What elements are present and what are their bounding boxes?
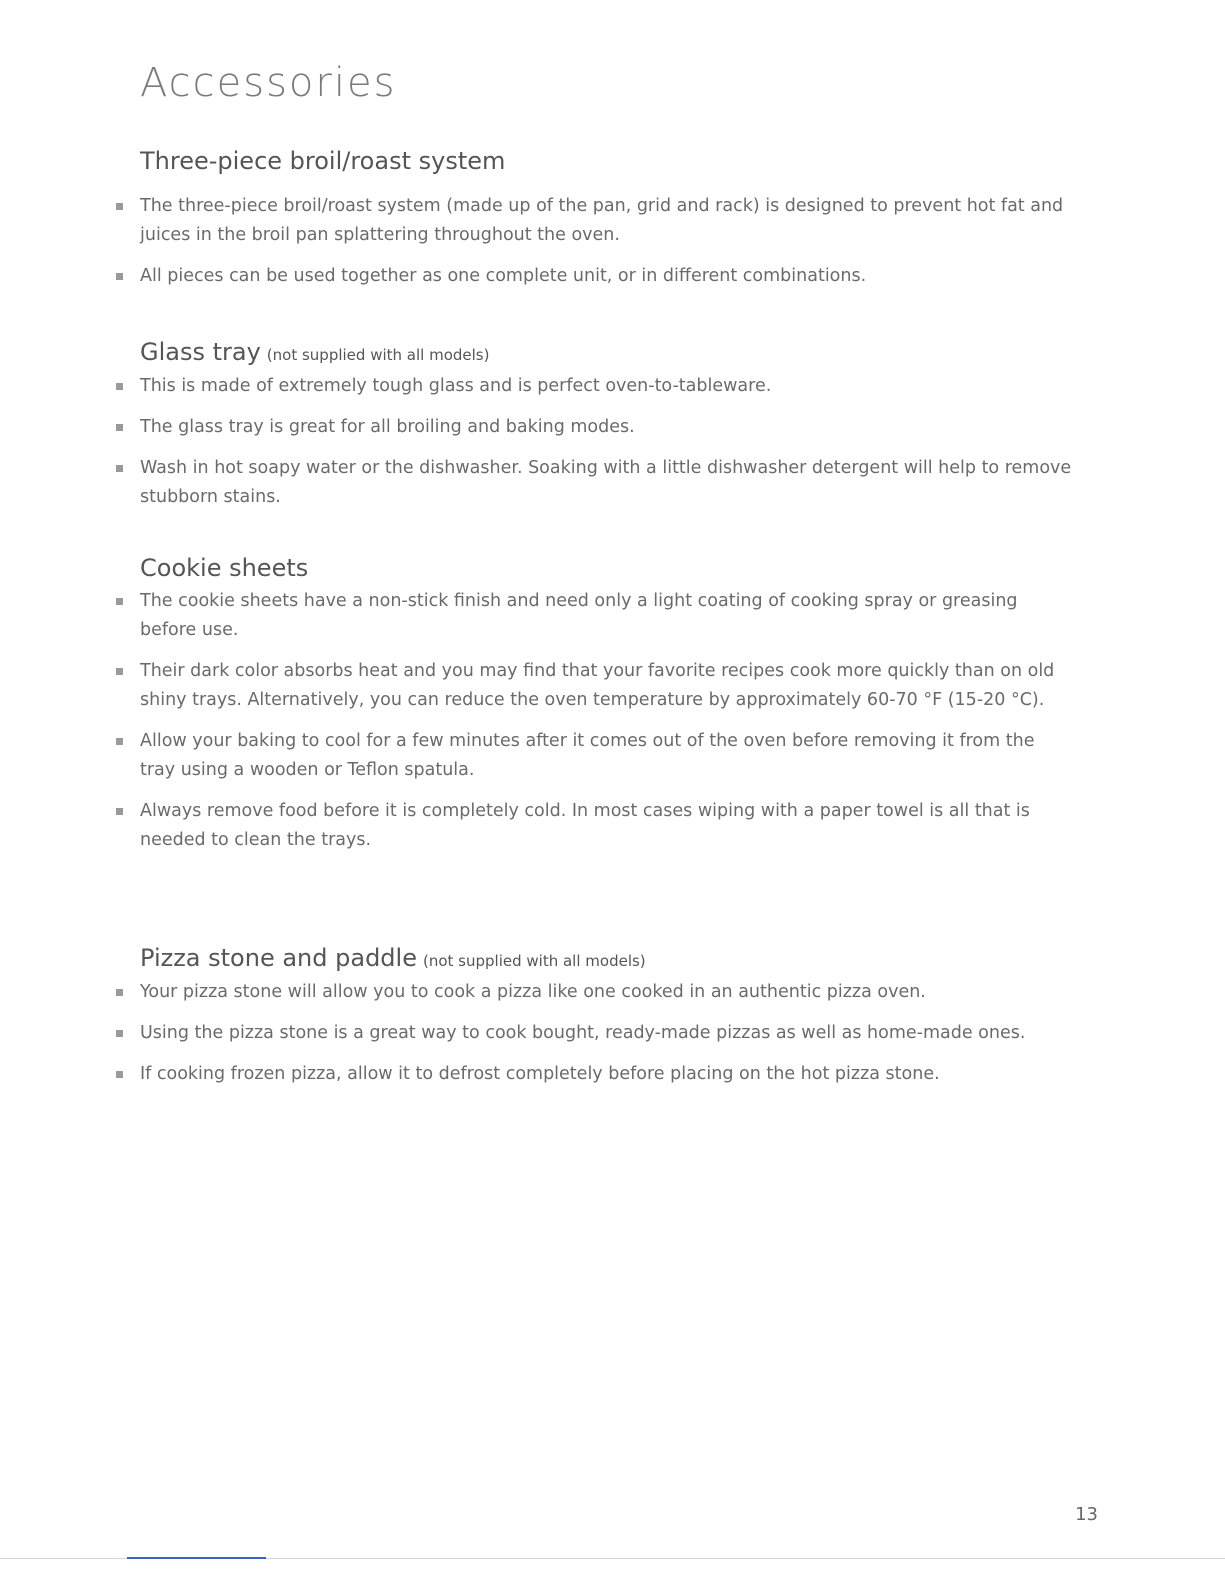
list-item <box>0 797 1225 855</box>
bullet-icon <box>116 1071 123 1078</box>
footer-accent-bar <box>127 1557 266 1559</box>
bullet-icon <box>116 273 123 280</box>
section-heading <box>0 337 1225 370</box>
list-item-text: Using the pizza stone is a great way to cook bought, ready-made pizzas as well as home-made ones. <box>140 1023 1026 1043</box>
list-item <box>0 413 1225 442</box>
section-heading <box>0 943 1225 976</box>
section-heading-text: Three-piece broil/roast system <box>140 147 506 175</box>
list-item <box>0 727 1225 785</box>
section-heading-note: (not supplied with all models) <box>422 952 646 970</box>
list-item-text: Your pizza stone will allow you to cook a pizza like one cooked in an authentic pizza oven. <box>140 982 926 1002</box>
list-item <box>0 262 1225 291</box>
section-heading <box>0 553 1225 583</box>
list-item-text: Always remove food before it is completely cold. In most cases wiping with a paper towel is all that is needed to clean the trays. <box>140 801 1030 850</box>
section-heading-text: Glass tray <box>140 338 261 366</box>
list-item-text: This is made of extremely tough glass and is perfect oven-to-tableware. <box>140 376 772 396</box>
list-item <box>0 454 1225 512</box>
list-item-text: The three-piece broil/roast system (made up of the pan, grid and rack) is designed to prevent hot fat and juices in the broil pan splattering throughout the oven. <box>140 196 1064 245</box>
bullet-icon <box>116 203 123 210</box>
bullet-list <box>0 978 1225 1089</box>
section-broil-roast-system <box>0 146 1225 291</box>
bullet-icon <box>116 738 123 745</box>
list-item <box>0 1060 1225 1089</box>
list-item <box>0 657 1225 715</box>
bullet-icon <box>116 465 123 472</box>
section-cookie-sheets <box>0 553 1225 855</box>
list-item <box>0 1019 1225 1048</box>
section-heading <box>0 146 1225 176</box>
page-title: Accessories <box>140 60 397 106</box>
bullet-list <box>0 587 1225 855</box>
list-item <box>0 192 1225 250</box>
list-item-text: All pieces can be used together as one complete unit, or in different combinations. <box>140 266 867 286</box>
page-number: 13 <box>1075 1504 1098 1525</box>
list-item-text: The glass tray is great for all broiling and baking modes. <box>140 417 635 437</box>
bullet-list <box>0 192 1225 291</box>
list-item-text: If cooking frozen pizza, allow it to defrost completely before placing on the hot pizza stone. <box>140 1064 940 1084</box>
bullet-icon <box>116 808 123 815</box>
list-item-text: The cookie sheets have a non-stick finish and need only a light coating of cooking spray or greasing before use. <box>140 591 1018 640</box>
list-item <box>0 587 1225 645</box>
section-heading-text: Pizza stone and paddle <box>140 944 417 972</box>
section-pizza-stone-and-paddle <box>0 943 1225 1089</box>
list-item-text: Wash in hot soapy water or the dishwasher. Soaking with a little dishwasher detergent will help to remove stubborn stains. <box>140 458 1072 507</box>
bullet-icon <box>116 989 123 996</box>
list-item-text: Allow your baking to cool for a few minutes after it comes out of the oven before removing it from the tray using a wooden or Teflon spatula. <box>140 731 1035 780</box>
bullet-icon <box>116 668 123 675</box>
bullet-icon <box>116 1030 123 1037</box>
list-item-text: Their dark color absorbs heat and you may find that your favorite recipes cook more quickly than on old shiny trays. Alternatively, you can reduce the oven temperature by approximately 60-70 °F (15-20 °C). <box>140 661 1055 710</box>
bullet-list <box>0 372 1225 512</box>
list-item <box>0 372 1225 401</box>
section-glass-tray <box>0 337 1225 512</box>
list-item <box>0 978 1225 1007</box>
bullet-icon <box>116 598 123 605</box>
section-heading-text: Cookie sheets <box>140 554 309 582</box>
section-heading-note: (not supplied with all models) <box>266 346 490 364</box>
bullet-icon <box>116 424 123 431</box>
bullet-icon <box>116 383 123 390</box>
